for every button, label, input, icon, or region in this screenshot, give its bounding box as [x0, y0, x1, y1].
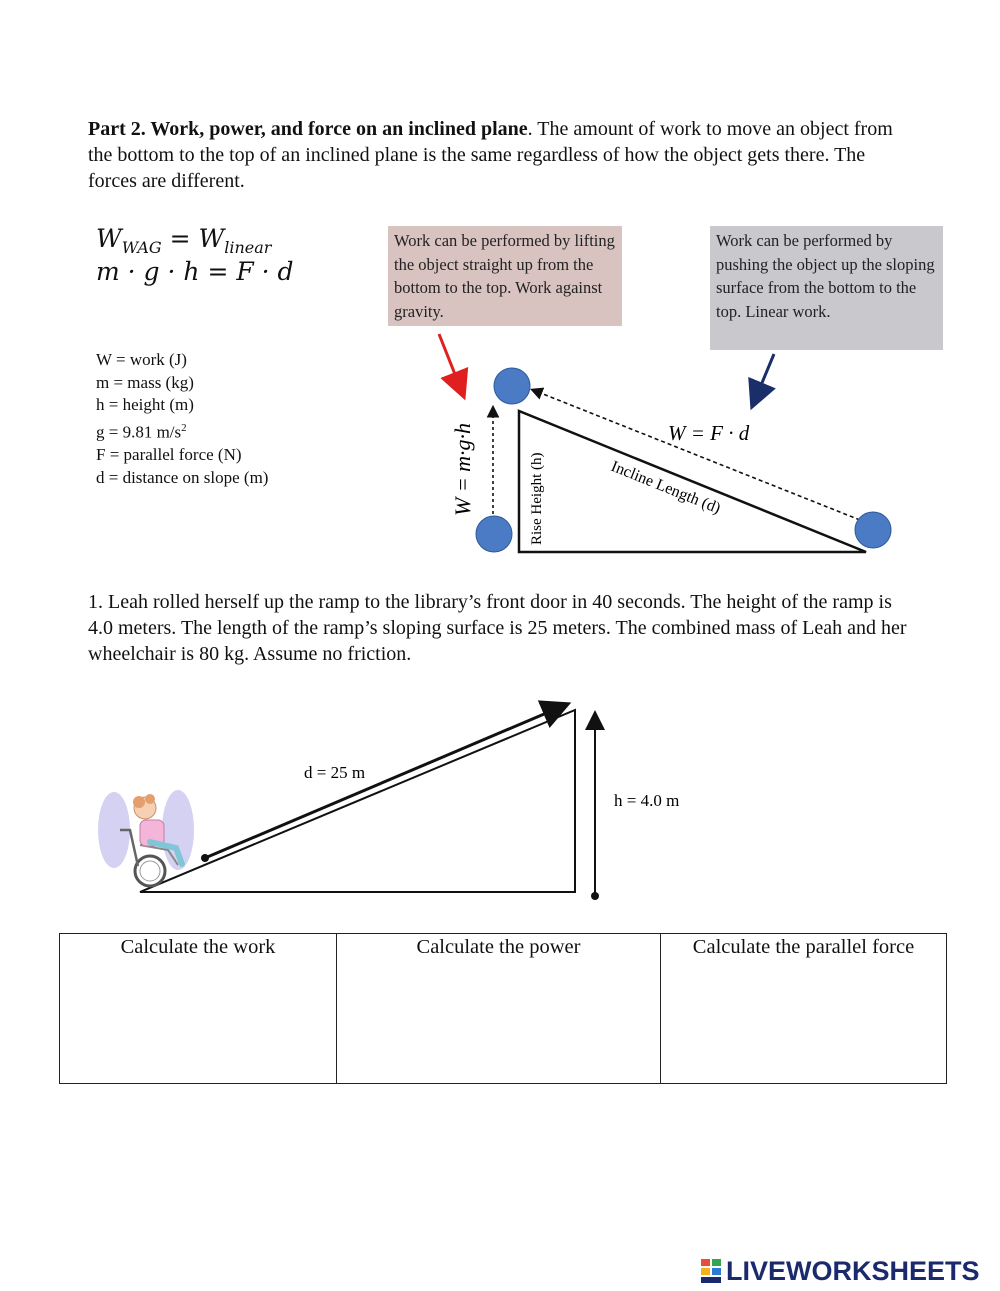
legend-item-distance: d = distance on slope (m) — [96, 467, 269, 487]
ramp-triangle — [140, 710, 575, 892]
navy-pointer-arrow — [754, 354, 774, 402]
legend-item-force: F = parallel force (N) — [96, 445, 242, 465]
intro-text: . The amount of work to move an object from the bottom to the top of an inclined plane is the same regardless of how the object gets there. The forces are different. — [88, 118, 893, 192]
equation-work-equality: $W_{WAG} = W_{linear}$ — [96, 224, 272, 257]
answer-cell-power[interactable] — [337, 934, 661, 1083]
slope-start-dot — [201, 854, 209, 862]
legend-item-mass: m = mass (kg) — [96, 372, 194, 392]
legend-superscript: 2 — [181, 421, 187, 434]
ball-bottom-left — [476, 516, 512, 552]
section-title: Part 2. Work, power, and force on an inclined plane — [88, 118, 528, 140]
answer-cell-work[interactable] — [60, 934, 337, 1083]
legend-item-height: h = height (m) — [96, 395, 194, 415]
distance-label: d = 25 m — [304, 763, 366, 782]
ball-top — [494, 368, 530, 404]
wheelchair-user-illustration — [98, 790, 194, 886]
slope-work-formula: W = F · d — [668, 421, 750, 445]
liveworksheets-brand — [700, 1254, 980, 1288]
header-calculate-work: Calculate the work — [120, 936, 276, 958]
ramp-diagram — [0, 680, 1000, 920]
liveworksheets-logo-icon — [700, 1258, 722, 1284]
vertical-work-formula: W = m·g·h — [450, 422, 475, 516]
legend-item-work: W = work (J) — [96, 350, 187, 369]
height-label: h = 4.0 m — [614, 791, 680, 810]
legend-item-gravity: g = 9.81 $m/s^2$ — [96, 421, 187, 442]
answer-table — [59, 933, 947, 1084]
brand-name: LIVEWORKSHEETS — [726, 1255, 980, 1286]
question-1-text: 1. Leah rolled herself up the ramp to the library’s front door in 40 seconds. The height of the ramp is 4.0 meters. The length of the ramp’s sloping surface is 25 meters. The combined mass of Leah and her wheelchair is 80 kg. Assume no friction. — [88, 591, 907, 665]
ball-bottom-right — [855, 512, 891, 548]
incline-length-label: Incline Length (d) — [608, 457, 723, 518]
incline-diagram — [0, 0, 1000, 600]
header-calculate-power: Calculate the power — [416, 936, 581, 958]
header-calculate-force: Calculate the parallel force — [692, 936, 915, 958]
slope-distance-arrow — [205, 706, 563, 858]
red-pointer-arrow — [439, 334, 462, 392]
rise-height-label: Rise Height (h) — [529, 452, 545, 545]
answer-cell-force[interactable] — [661, 934, 946, 1083]
equation-mgh-fd: m · g · h = F · d — [96, 257, 294, 286]
height-base-dot — [591, 892, 599, 900]
callout-linear-work: Work can be performed by pushing the object up the sloping surface from the bottom to the top. Linear work. — [710, 226, 943, 350]
callout-gravity-work: Work can be performed by lifting the object straight up from the bottom to the top. Work against gravity. — [388, 226, 622, 326]
